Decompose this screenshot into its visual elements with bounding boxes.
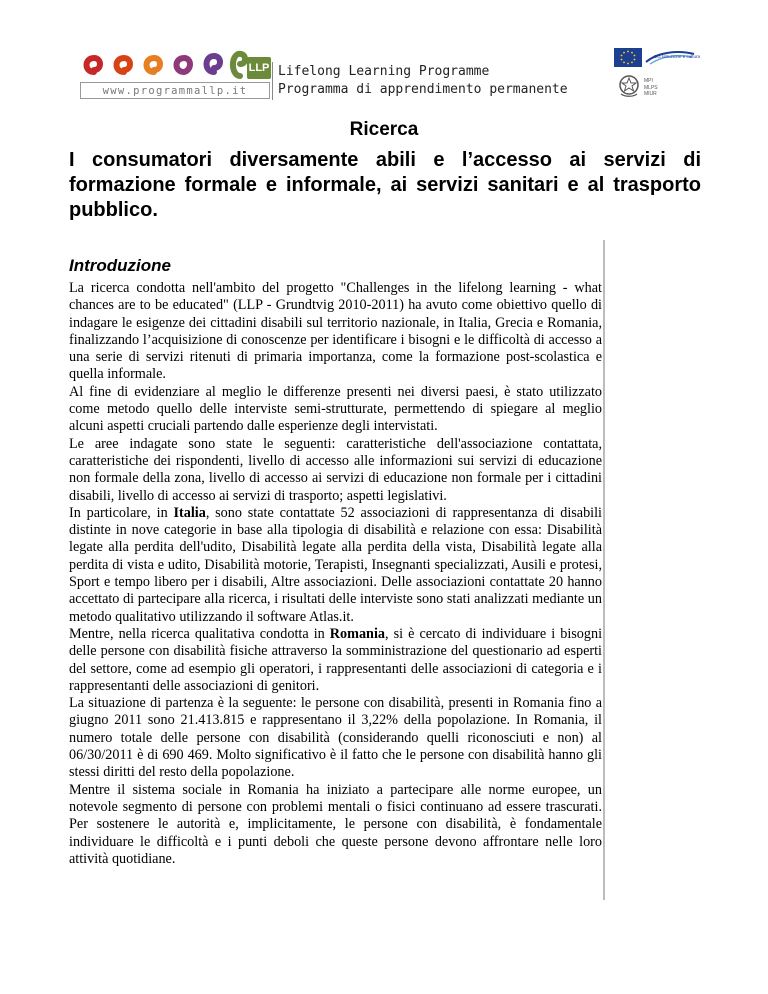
paragraph: Mentre il sistema sociale in Romania ha iniziato a partecipare alle norme europee, un notevole segmento di persone con problemi mentali o fisici continuano ad essere trascurati. Per sostenere le autorità e, implicitamente, le persone con disabilità, è fondamentale individuare le difficoltà e i punti deboli che queste persone devono affrontare nelle loro attività quotidiane. — [69, 781, 602, 867]
margin-rule — [603, 240, 605, 900]
paragraph-text: , si è cercato di individuare i bisogni delle persone con disabilità fisiche attraverso la somministrazione del questionario ad esperti del settore, come ad esempio gli operatori, i rappresentanti delle associazioni di categoria e i rappresentanti delle associazioni di genitori. — [69, 625, 603, 694]
ministry-acronym: MPI — [644, 78, 653, 84]
paragraph: La ricerca condotta nell'ambito del progetto "Challenges in the lifelong learning - what chances are to be educated" (LLP - Grundtvig 2010-2011) ha avuto come obiettivo quello di indagare le esigenze dei cittadini disabili sul territorio nazionale, in Italia, Grecia e Romania, finalizzando l’acquisizione di conoscenze per identificare i bisogni e le difficoltà di accesso a una serie di servizi ritenuti di primaria importanza, come la formazione post-scolastica e quella informale. — [69, 280, 602, 383]
paragraph — [69, 626, 602, 695]
ministry-acronym: MLPS — [644, 84, 658, 91]
paragraph-text: In particolare, in — [69, 504, 174, 521]
paragraph: La situazione di partenza è la seguente: le persone con disabilità, presenti in Romania fino a giugno 2011 sono 21.413.815 e rappresentano il 3,22% della popolazione. In Romania, il numero totale delle persone con disabilità (considerando quelli riconosciuti e non) al 06/30/2011 è di 690 469. Molto significativo è il fatto che le persone con disabilità hanno gli stessi diritti del resto della popolazione. — [69, 695, 602, 781]
eu-flag-icon — [614, 48, 642, 67]
paragraph: Le aree indagate sono state le seguenti: caratteristiche dell'associazione contattata, caratteristiche dei rispondenti, livello di accesso alle informazioni sui servizi di educazione non formale della zona, livello di accesso ai servizi di educazione non formale per i cittadini disabili, livello di accesso ai servizi di trasporto; aspetti legislativi. — [69, 435, 602, 504]
llp-badge: LLP — [247, 57, 271, 79]
page-title: Ricerca — [349, 119, 419, 140]
country-italy: Italia — [173, 504, 206, 521]
programme-name-it: Programma di apprendimento permanente — [278, 82, 568, 97]
body-text — [69, 280, 602, 868]
country-romania: Romania — [329, 625, 385, 642]
paragraph-text: , sono state contattate 52 associazioni di rappresentanza di disabili distinte in nove categorie in base alla tipologia di disabilità e relazione con essa: Disabilità legate alla perdita dell'udito, Disabilità legate alla perdita della vista, Disabilità legate alla perdita di vista e udito, Disabilità motorie, Terapisti, Insegnanti specializzati, Ausili e protesi, Sport e tempo libero per i disabili, Altre associazioni. Delle associazioni contattate 20 hanno accettato di partecipare alla ricerca, i risultati delle interviste sono stati analizzati mediante un metodo qualitativo utilizzando il software Atlas.it. — [69, 504, 602, 625]
programme-name-en: Lifelong Learning Programme — [278, 64, 490, 79]
header-divider — [272, 62, 273, 100]
document-subtitle: I consumatori diversamente abili e l’accesso ai servizi di formazione formale e informale, ai servizi sanitari e al trasporto pubblico. — [69, 149, 701, 221]
ministries-list — [644, 78, 658, 98]
paragraph: Al fine di evidenziare al meglio le differenze presenti nei diversi paesi, è stato utilizzato come metodo quello delle interviste semi-strutturate, permettendo di spiegare al meglio alcuni aspetti cruciali partendo dalle esperienze degli intervistati. — [69, 383, 602, 435]
ministry-acronym: MIUR — [644, 91, 657, 97]
paragraph-text: Mentre, nella ricerca qualitativa condotta in — [69, 625, 330, 642]
website-url[interactable]: www.programmallp.it — [80, 82, 270, 99]
paragraph — [69, 505, 602, 626]
section-heading: Introduzione — [69, 256, 171, 275]
eu-caption: DG Istruzione e cultura — [654, 54, 701, 59]
llp-logo-squiggles-icon — [80, 48, 250, 84]
italian-republic-emblem-icon — [618, 74, 640, 98]
